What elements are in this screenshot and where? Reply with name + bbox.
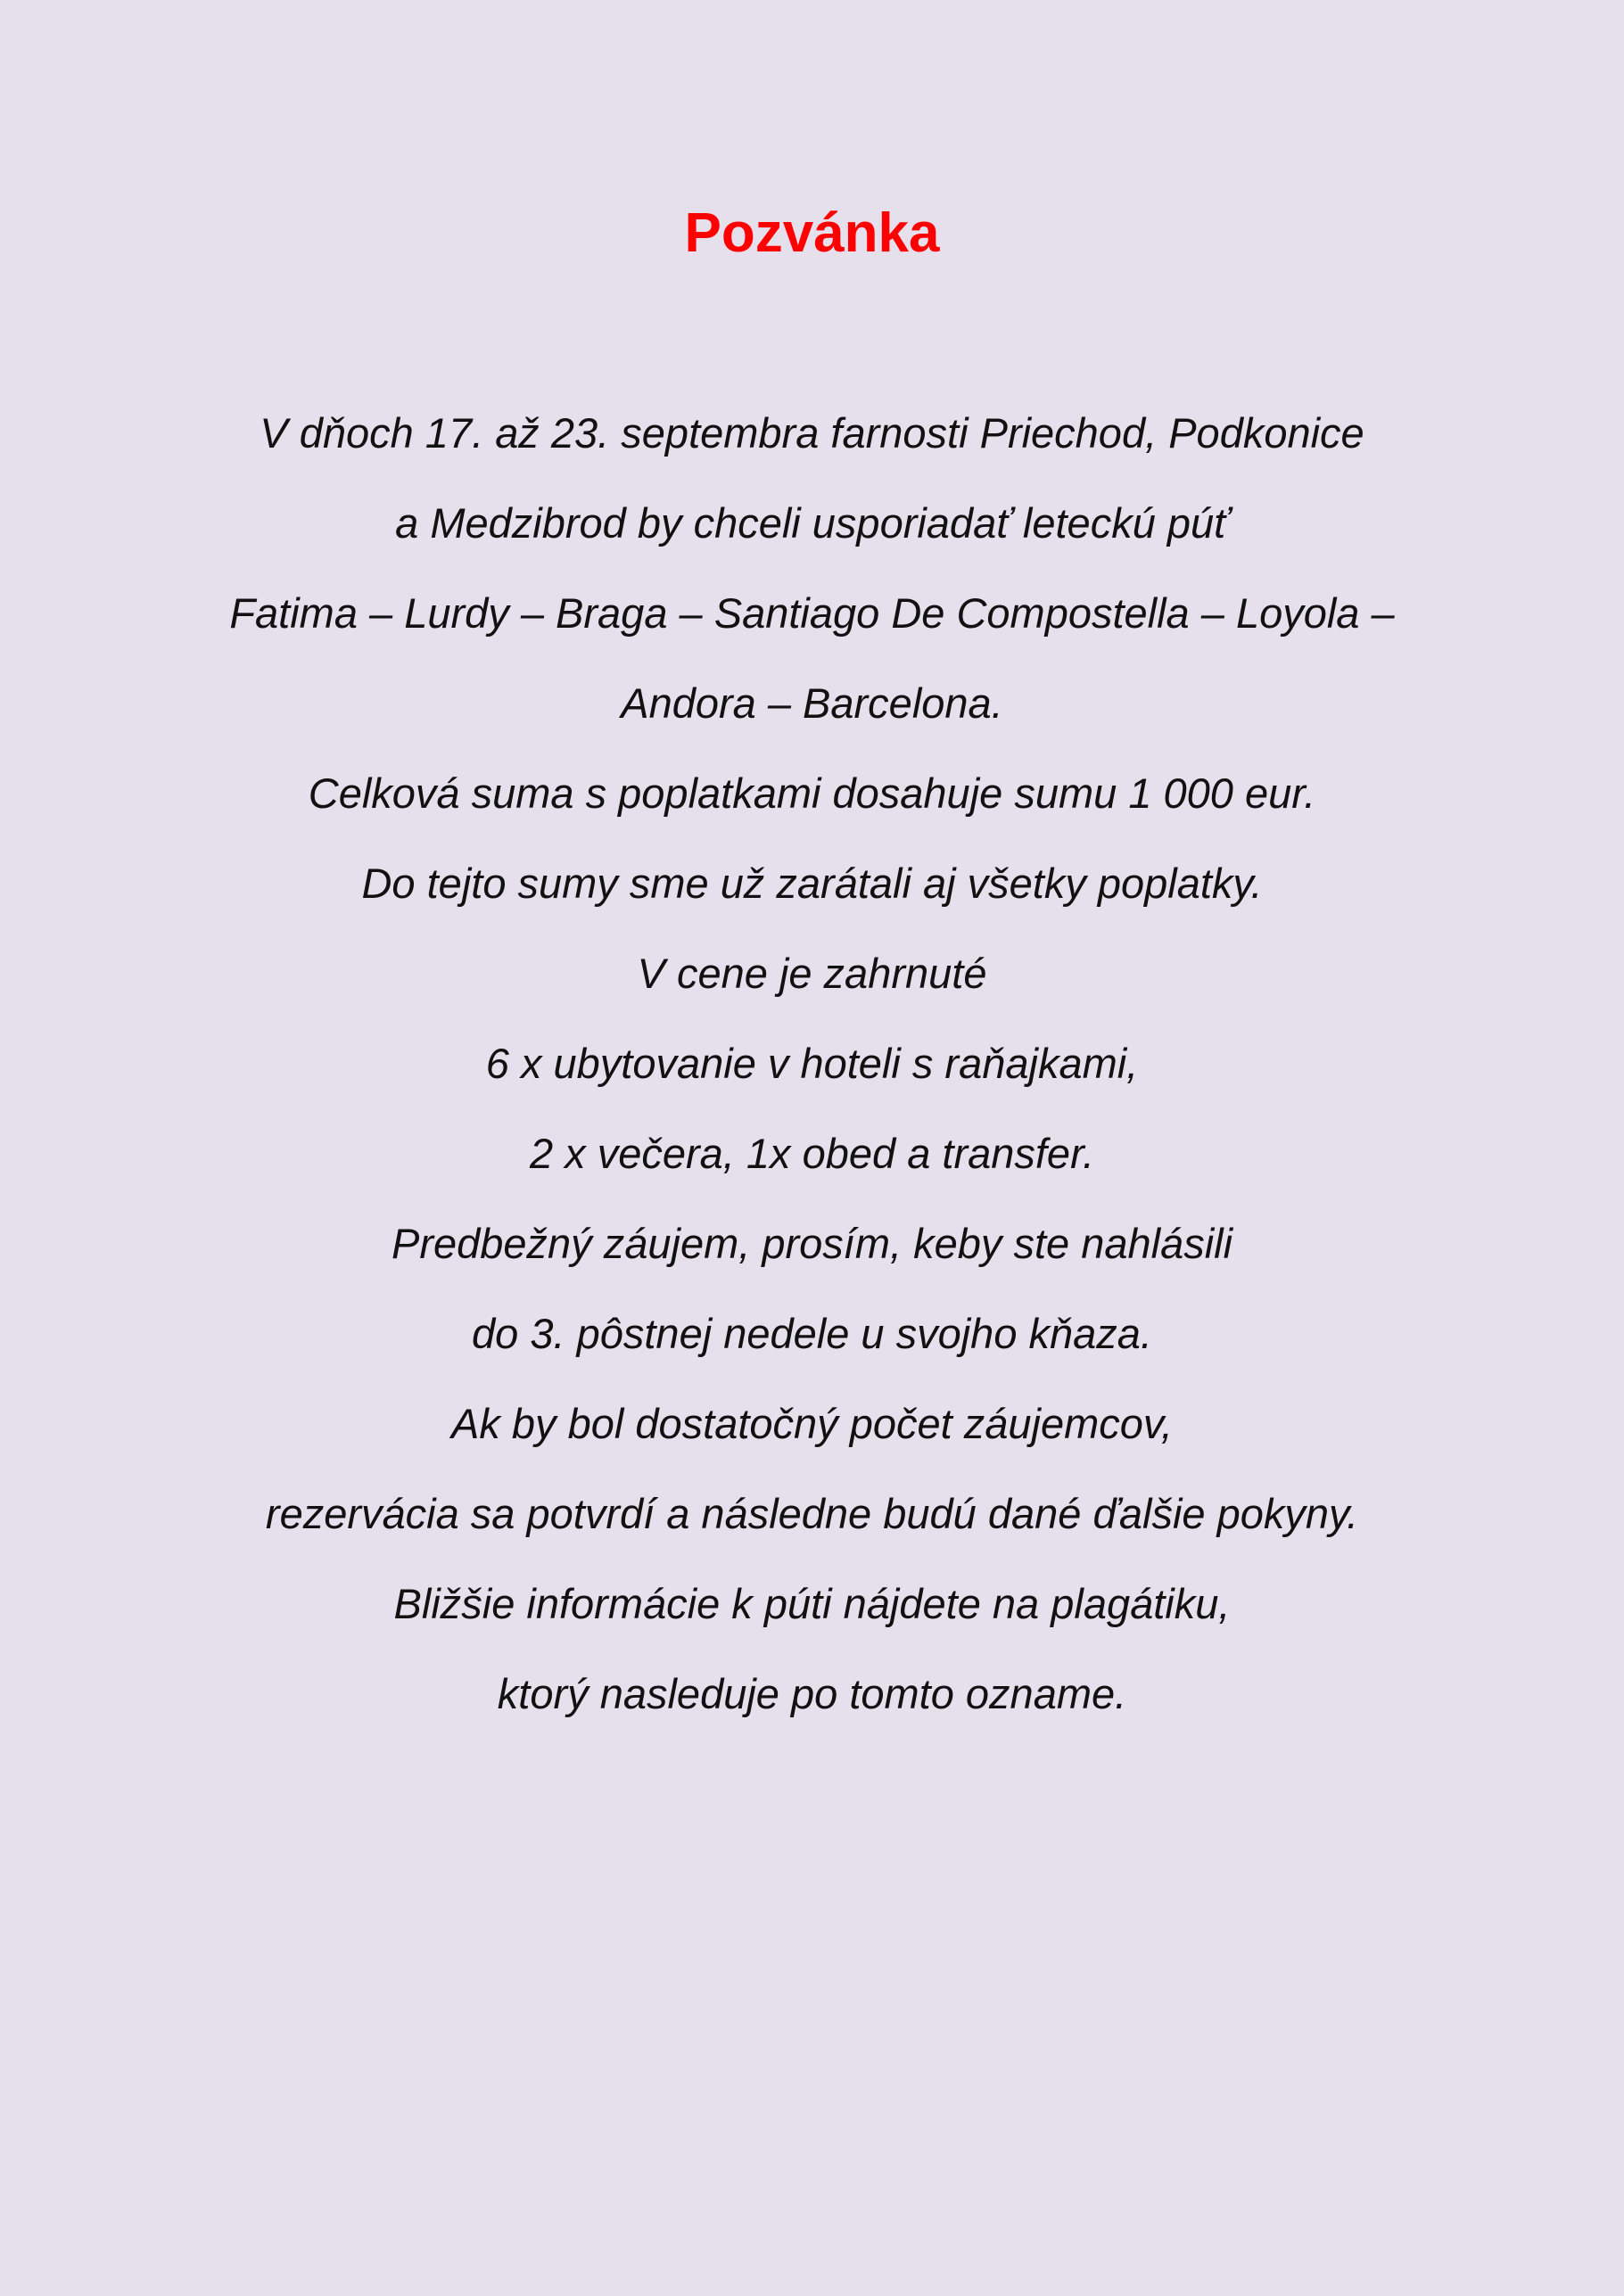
body-line: 6 x ubytovanie v hoteli s raňajkami, [485,1040,1139,1087]
page-title: Pozvánka [684,202,940,264]
body-line: ktorý nasleduje po tomto ozname. [497,1670,1127,1717]
body-line: Predbežný záujem, prosím, keby ste nahlásili [391,1220,1233,1267]
body-line: V dňoch 17. až 23. septembra farnosti Priechod, Podkonice [260,409,1364,457]
body-line: Do tejto sumy sme už zarátali aj všetky poplatky. [361,860,1263,907]
body-line: Fatima – Lurdy – Braga – Santiago De Compostella – Loyola – [229,589,1395,637]
body-line: V cene je zahrnuté [637,950,987,997]
body-line: 2 x večera, 1x obed a transfer. [529,1130,1095,1177]
invitation-body [107,401,1517,1752]
body-line: Celková suma s poplatkami dosahuje sumu 1 000 eur. [308,769,1316,817]
body-line: Ak by bol dostatočný počet záujemcov, [450,1400,1173,1447]
body-line: do 3. pôstnej nedele u svojho kňaza. [472,1310,1152,1357]
body-line: a Medzibrod by chceli usporiadať leteckú púť [395,499,1229,547]
body-line: Andora – Barcelona. [621,679,1003,727]
body-line: rezervácia sa potvrdí a následne budú dané ďalšie pokyny. [265,1490,1359,1537]
body-line: Bližšie informácie k púti nájdete na plagátiku, [393,1580,1231,1627]
